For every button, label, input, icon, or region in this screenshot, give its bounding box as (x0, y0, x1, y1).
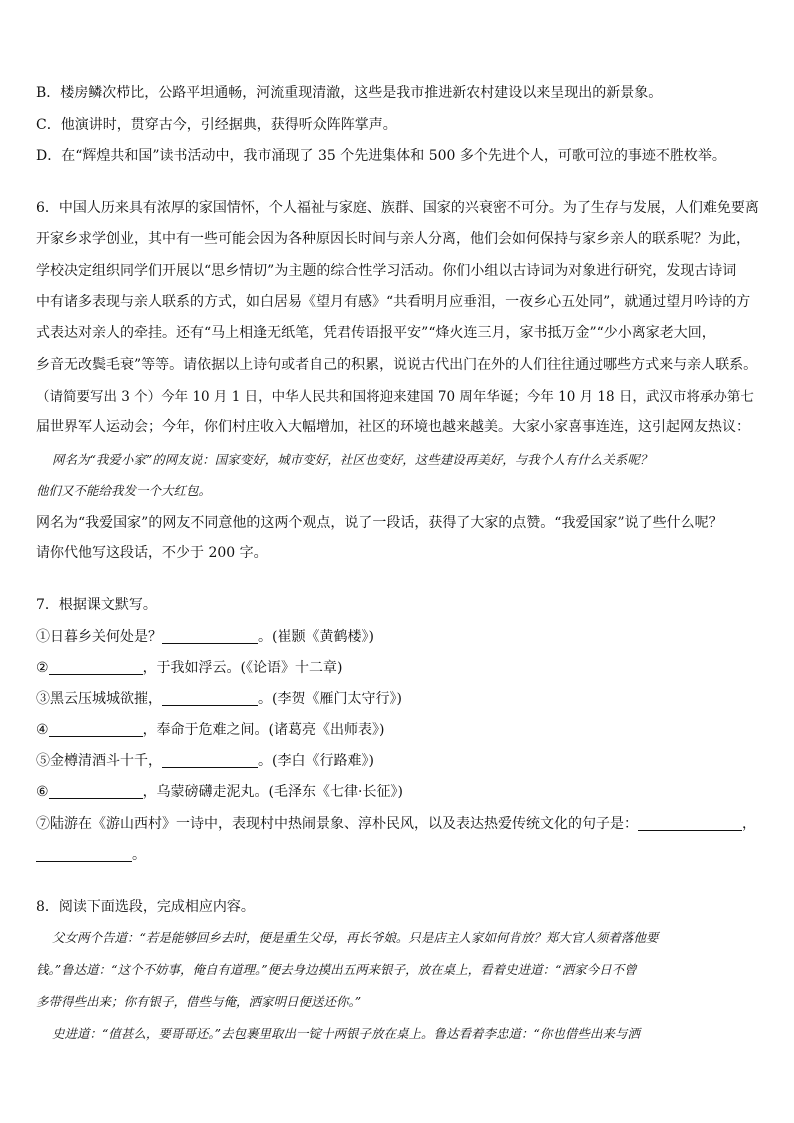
q6-line-3: 学校决定组织同学们开展以“思乡情切”为主题的综合性学习活动。你们小组以古诗词为对象进行研究，发现古诗词 (36, 263, 737, 279)
q6-line-8: 届世界军人运动会；今年，你们村庄收入大幅增加，社区的环境也越来越美。大家小家喜事连连，这引起网友热议： (36, 419, 750, 435)
q7-item-1-source: 。(崔颢《黄鹤楼》) (258, 629, 374, 645)
q6-line-7: （请简要写出 3 个）今年 10 月 1 日，中华人民共和国将迎来建国 70 周年华诞；今年 10 月 18 日，武汉市将承办第七 (36, 389, 754, 405)
answer-blank-1[interactable] (162, 629, 258, 644)
q7-item-5 (36, 750, 374, 770)
q8-title: 8．阅读下面选段，完成相应内容。 (36, 899, 255, 915)
q7-item-5-source: 。(李白《行路难》) (258, 753, 374, 769)
q6-ask-line-1: 网名为“我爱国家”的网友不同意他的这两个观点，说了一段话，获得了大家的点赞。“我爱国家”说了些什么呢？ (36, 515, 723, 531)
q7-item-1-prompt: ①日暮乡关何处是？ (36, 629, 162, 645)
q7-item-7-end: 。 (132, 847, 146, 863)
q7-item-7 (36, 813, 756, 833)
q7-item-3-prompt: ③黑云压城城欲摧， (36, 691, 162, 707)
q7-item-4-number: ④ (36, 722, 49, 738)
q6-line-4: 中有诸多表现与亲人联系的方式，如白居易《望月有感》“共看明月应垂泪，一夜乡心五处同”，就通过望月吟诗的方 (36, 294, 751, 310)
answer-blank-4[interactable] (49, 722, 143, 737)
q7-item-6 (36, 781, 403, 801)
q7-item-3-source: 。(李贺《雁门太守行》) (258, 691, 402, 707)
answer-blank-2[interactable] (49, 660, 143, 675)
q7-item-6-number: ⑥ (36, 784, 49, 800)
q7-item-2-number: ② (36, 660, 49, 676)
answer-blank-3[interactable] (162, 691, 258, 706)
answer-blank-7a[interactable] (638, 816, 742, 831)
q6-line-5: 式表达对亲人的牵挂。还有“马上相逢无纸笔，凭君传语报平安”“烽火连三月，家书抵万金”“少小离家老大回， (36, 325, 716, 341)
answer-blank-6[interactable] (49, 784, 143, 799)
answer-blank-5[interactable] (162, 753, 258, 768)
q7-item-2-source: ，于我如浮云。(《论语》十二章) (142, 660, 343, 676)
q8-passage-line-3: 多带得些出来；你有银子，借些与俺，洒家明日便送还你。” (36, 994, 362, 1009)
q7-item-1 (36, 626, 374, 646)
q5-option-d: D．在“辉煌共和国”读书活动中，我市涌现了 35 个先进集体和 500 多个先进个人，可歌可泣的事迹不胜枚举。 (36, 148, 726, 164)
q6-ask-line-2: 请你代他写这段话，不少于 200 字。 (36, 545, 268, 561)
q7-item-7-continued (36, 844, 146, 864)
q7-item-7-comma: ， (742, 816, 756, 832)
q6-quote-line-2: 他们又不能给我发一个大红包。 (36, 483, 212, 498)
q5-option-c: C．他演讲时，贯穿古今，引经据典，获得听众阵阵掌声。 (36, 117, 397, 133)
q6-line-2: 开家乡求学创业，其中有一些可能会因为各种原因长时间与亲人分离，他们会如何保持与家乡亲人的联系呢？为此， (36, 231, 750, 247)
q5-option-b: B．楼房鳞次栉比，公路平坦通畅，河流重现清澈，这些是我市推进新农村建设以来呈现出的新景象。 (36, 85, 663, 101)
q8-passage-line-1: 父女两个告道：“若是能够回乡去时，便是重生父母，再长爷娘。只是店主人家如何肯放？郑大官人须着落他要 (52, 930, 659, 945)
q6-line-6: 乡音无改鬓毛衰”等等。请依据以上诗句或者自己的积累，说说古代出门在外的人们往往通过哪些方式来与亲人联系。 (36, 357, 758, 373)
q7-item-4-source: ，奉命于危难之间。(诸葛亮《出师表》) (142, 722, 385, 738)
q7-item-7-prompt: ⑦陆游在《游山西村》一诗中，表现村中热闹景象、淳朴民风，以及表达热爱传统文化的句子是： (36, 816, 638, 832)
q7-title: 7．根据课文默写。 (36, 597, 157, 613)
q6-line-1: 6．中国人历来具有浓厚的家国情怀，个人福祉与家庭、族群、国家的兴衰密不可分。为了生存与发展，人们难免要离 (36, 200, 759, 216)
q7-item-3 (36, 688, 402, 708)
answer-blank-7b[interactable] (36, 847, 132, 862)
q7-item-4 (36, 719, 385, 739)
q6-quote-line-1: 网名为“我爱小家”的网友说：国家变好，城市变好，社区也变好，这些建设再美好，与我个人有什么关系呢？ (52, 452, 653, 467)
q7-item-5-prompt: ⑤金樽清酒斗十千， (36, 753, 162, 769)
q7-item-2 (36, 657, 343, 677)
q8-passage-line-4: 史进道：“值甚么，要哥哥还。”去包裹里取出一锭十两银子放在桌上。鲁达看着李忠道：“你也借些出来与洒 (52, 1026, 640, 1041)
q7-item-6-source: ，乌蒙磅礴走泥丸。(毛泽东《七律·长征》) (142, 784, 403, 800)
q8-passage-line-2: 钱。”鲁达道：“这个不妨事，俺自有道理。”便去身边摸出五两来银子，放在桌上，看着史进道：“洒家今日不曾 (36, 962, 637, 977)
